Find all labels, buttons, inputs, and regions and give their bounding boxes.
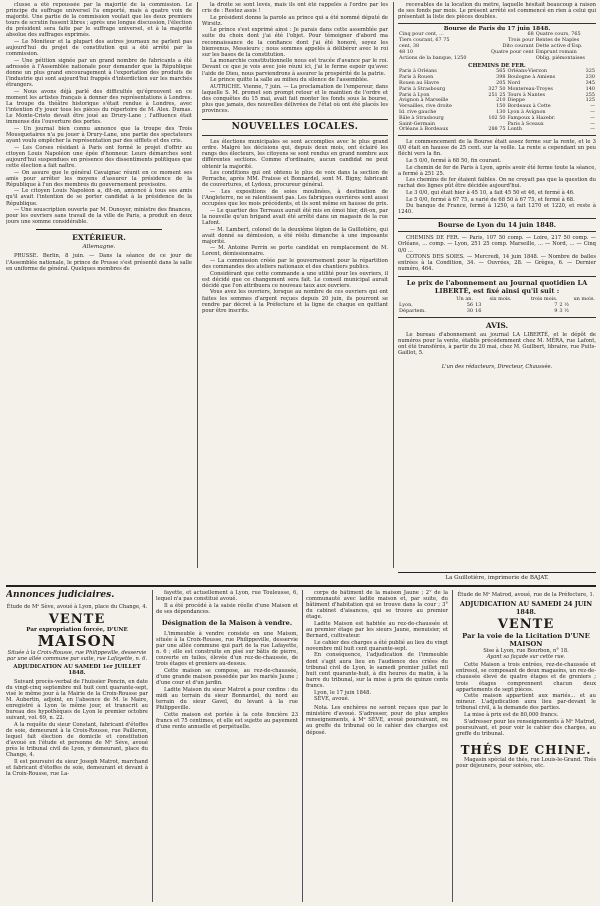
study-sieve: Étude de Mᵉ Sève, avoué à Lyon, place du Change, 4. xyxy=(6,604,148,610)
table-cell: Lyon, xyxy=(399,302,413,309)
table-cell: — xyxy=(590,120,595,127)
editor-signature: L'un des rédacteurs, Directeur, Chaussée. xyxy=(441,364,553,371)
paragraph: La mise à prix est de 80,000 francs. xyxy=(464,712,559,719)
paragraph: Le prince quitte la salle au milieu du silence de l'assemblée. xyxy=(210,77,369,84)
table-cell: 255 xyxy=(585,91,595,98)
top-column-3 xyxy=(398,2,596,568)
bourse-commentary xyxy=(398,139,596,215)
paragraph: Le commencement de la Bourse était assez ferme sur la rente, et le 3 0/0 était en hausse de 25 cent. sur la veille. La rente a cependant un peu fléchi vers la fin. xyxy=(398,139,596,158)
table-cell: Nord xyxy=(507,80,521,87)
bourse-lyon-box xyxy=(398,218,596,232)
paragraph: S'adresser pour les renseignements à Mᵉ Matrod, poursuivant, et pour voir le cahier des charges, au greffe du tribunal. xyxy=(456,718,596,737)
table-cell: Paris à Strasbourg xyxy=(399,85,446,92)
paragraph: — La commission créée par le gouvernement pour la répartition des commandes des ateliers nationaux et des chantiers publics. xyxy=(202,257,388,271)
prusse-paragraph: PRUSSE. Berlin, 8 juin. — Dans la séance de ce jour de l'Assemblée nationale, le prince de Prusse s'est présenté dans la salle en uniforme de général. Quelques membres de xyxy=(6,253,192,272)
table-cell: Quatre cours, 765 xyxy=(535,31,581,38)
column-rule xyxy=(393,2,394,568)
column-rule xyxy=(152,590,153,902)
table-cell: Fampoux à Hazebr. xyxy=(507,114,556,121)
table-cell: 565 xyxy=(496,68,506,75)
table-cell: Bâle à Strasbourg xyxy=(399,114,444,121)
paragraph: — Nous avons déjà parlé des difficultés qu'éprouvent en ce moment les artistes français à donner des représentations à Londres. La troupe du théâtre historique s'était rendue à Londres, avec l'intention d'y jouer tous les pièces du répertoire de M. Alex. Dumas. Le Monte-Cristo devait être joué au Drury-Lane ; l'affluence était immense dès l'ouverture des portes. xyxy=(6,88,192,126)
paragraph: Il a été procédé à la saisie réelle d'une Maison et de ses dépendances. xyxy=(156,602,298,615)
paragraph: Le prince s'est exprimé ainsi : Je parais dans cette assemblée par suite du choix dont j'ai été l'objet. Pour témoigner d'abord ma reconnaissance de la confiance dont j'ai été honoré, soyez les bienvenus, Messieurs ; nous sommes appelés à délibérer avec le roi sur les bases de la constitution. xyxy=(202,27,388,58)
table-cell: Actions de la banque, 1250 xyxy=(399,54,467,61)
table-cell: Lonth xyxy=(507,126,522,133)
maison-location: Située à la Croix-Rousse, rue Philippeville, desservie par une allée commune par suite, rue Lafayette, n. 6. xyxy=(6,650,148,663)
paragraph: L'immeuble à vendre consiste en une Maison, située à la Croix-Rousse, rue Philippeville, desservie par une allée commune qui part de la rue Lafayette, n. 6 ; elle est construite en pisé sur bâtis de pierre, couverte en tuiles, élevée d'un rez-de-chaussée, de trois étages et greniers au-dessus. xyxy=(156,630,298,668)
paragraph: Cette maison est portée à la cote foncière 23 francs et 75 centimes, et elle est sujette au payement d'une rente annuelle et perpétuelle. xyxy=(156,711,298,730)
table-cell: 345 xyxy=(585,80,595,87)
nota-paragraph: Nota. Les enchères ne seront reçues que par le ministère d'avoué. S'adresser, pour de plus amples renseignements, à Mᵉ SÈVE, avoué poursuivant, ou au greffe du tribunal où le cahier des charges est déposé. xyxy=(306,705,448,736)
paragraph: — M. Antoine Perrin se porte candidat en remplacement de M. Lorent, démissionnaire. xyxy=(202,245,388,258)
paragraph: Du banque de France, fermé à 1250, a fait 1270 et 1220, et reste à 1240. xyxy=(398,203,596,216)
top-column-2-paragraphs xyxy=(202,2,388,114)
table-cell: Saint-Germain xyxy=(399,120,436,127)
table-cell: 230 xyxy=(585,74,595,81)
paragraph: — Le Moniteur et la plupart des autres journaux ne parlent pas aujourd'hui du projet de constitution qui a été arrêté par la commission. xyxy=(6,39,192,58)
table-cell: 102 50 xyxy=(488,114,506,121)
table-cell: 3 ½ xyxy=(559,308,569,314)
bourse-paris-title: Bourse de Paris du 17 juin 1848. xyxy=(443,26,551,33)
adjudication-heading: ADJUDICATION AU SAMEDI 24 JUIN 1848. xyxy=(459,600,593,617)
paragraph: SÈVE, avoué. xyxy=(314,696,350,703)
table-cell: 30 xyxy=(466,308,474,314)
paragraph: Les élections municipales se sont accomplies avec le plus grand ordre. Malgré les décisions qui, depuis deux mois, ont éclairé les rangs des électeurs, les citoyens se sont rendus en grand nombre aux différentes sections. Comme d'ordinaire, aucun candidat ne peut obtenir la majorité. xyxy=(202,139,388,170)
table-cell: Tiers courant, 67 75 xyxy=(399,37,450,44)
paragraph: Cette Maison a trois entrées, rez-de-chaussée et entresol, se composant de deux magasins, un rez-de-chaussée élevé de quatre étages et de greniers ; trois étages comprennent chacun deux appartements de sept pièces. xyxy=(456,662,596,693)
ad-column-4 xyxy=(456,590,596,902)
table-cell: 16 xyxy=(475,308,482,314)
local-news-heading: NOUVELLES LOCALES. xyxy=(231,122,359,133)
paragraph: Lyon, le 17 juin 1848. xyxy=(314,689,372,696)
table-cell: — xyxy=(590,103,595,110)
table-cell: Orléans à Bordeaux xyxy=(399,126,449,133)
ad-column-1 xyxy=(6,590,148,902)
paragraph: — Le citoyen Louis Napoléon a, dit-on, annoncé à tous ses amis qu'il avait l'intention de se porter candidat à la présidence de la République. xyxy=(6,188,192,207)
paragraph: — Les Corses résidant à Paris ont formé le projet d'offrir au citoyen Louis Napoléon une épée d'honneur. Leurs démarches sont aujourd'hui suspendues en présence des dissentiments politiques que cette élection a fait naître. xyxy=(6,144,192,169)
local-news-paragraphs xyxy=(202,139,388,314)
facade-note: Ayant sa façade sur cette rue. xyxy=(486,654,566,661)
top-column-1 xyxy=(6,2,192,568)
table-cell: 325 xyxy=(585,68,595,75)
cotton-report: COTONS DES SOIES. — Mercredi, 14 juin 1848. — Nombre de balles entrées à la Condition, 34. — Ouvrées, 28. — Grèges, 6. — Dernier numéro, 464. xyxy=(398,254,596,273)
column-rule xyxy=(452,590,453,902)
table-cell: Avignon à Marseille xyxy=(399,97,449,104)
ad-column-2 xyxy=(156,590,298,902)
paragraph: Le 5 0/0, fermé à 68 50, fin courant. xyxy=(406,158,502,164)
paragraph: En conséquence, l'adjudication de l'immeuble dont s'agit aura lieu en l'audience des criées du tribunal civil de Lyon, le samedi premier juillet mil huit cent quarante-huit, à dix heures du matin, à la barre du tribunal, sur la mise à prix de quinze cents francs. xyxy=(306,652,448,689)
ad-4-paragraphs xyxy=(456,662,596,737)
paragraph: AUTRICHE. Vienne, 7 juin. — La proclamation de l'empereur, dans laquelle S. M. promet son prompt retour et le maintien de l'ordre et des conquêtes du 15 mai, avait fait monter les fonds sous la bourse, plus que jamais, des nouvelles délivrées de l'état où ont été placés les provinces. xyxy=(202,83,388,115)
printer-line: La Guillotière, imprimerie de BAJAT. xyxy=(445,575,549,581)
table-cell: — xyxy=(590,109,595,116)
bourse-lyon-title: Bourse de Lyon du 14 juin 1848. xyxy=(437,221,557,230)
paragraph: Le président donne la parole au prince qui a été nommé député de Wirsitz. xyxy=(202,14,388,27)
table-cell: Paris à Lyon xyxy=(399,91,430,98)
table-cell: 48 10 xyxy=(399,48,414,55)
price-row xyxy=(398,309,596,315)
paragraph: Il est poursuivi du sieur Joseph Matrot, marchand et fabricant d'étoffes de soie, demeurant et devant à la Croix-Rousse, rue La- xyxy=(6,758,148,777)
table-cell: 2 ½ xyxy=(559,302,569,309)
table-cell: Dette active d'Esp. xyxy=(535,42,583,49)
railway-row xyxy=(398,127,596,133)
table-cell: Rentes de Naples xyxy=(535,37,580,44)
designation-heading: Désignation de la Maison à vendre. xyxy=(161,618,293,627)
printer-rule xyxy=(398,572,596,573)
avis-text: Le bureau d'abonnement au journal LA LIBERTÉ, et le dépôt de numéros pour la vente, établis précédemment chez M. MÉRA, rue Lafont, ont été transférés, à partir du 20 mai, chez M. Guilbert, libraire, rue Puits-Gaillot, 5. xyxy=(398,331,596,357)
paragraph: La monarchie constitutionnelle nous est tracée d'avance par le roi. Devant ce que je vois avec joie réuni ici, j'ai le ferme espoir qu'avec l'aide de Dieu, nous parviendrons à assurer la prospérité de la patrie. xyxy=(202,58,388,77)
paragraph: Ladite Maison du sieur Matrot a pour confins : du midi au terrain du sieur Bonnardel, du nord au terrain du sieur Gavel, du levant à la rue Philippeville. xyxy=(156,686,298,711)
allemagne-subheading: Allemagne. xyxy=(82,244,116,251)
table-cell: Quatre pour cent xyxy=(490,48,534,55)
column-rule xyxy=(197,2,198,568)
table-cell: Trois pour xyxy=(507,37,534,44)
ad-3-paragraphs xyxy=(306,590,448,702)
paragraph: Cette maison appartient aux mariés... et au mineur. L'adjudication aura lieu par-devant le tribunal civil, à la demande des parties. xyxy=(456,693,596,712)
table-cell: — xyxy=(590,114,595,121)
vente-heading-2: VENTE xyxy=(497,617,555,633)
paragraph: — On assure que le général Cavaignac réunit en ce moment ses amis pour arrêter les moyens d'assurer la présidence de la République à l'un des membres du gouvernement provisoire. xyxy=(6,169,192,188)
table-cell: 210 xyxy=(496,97,506,104)
exterieur-heading: EXTÉRIEUR. xyxy=(72,233,126,243)
table-cell: 125 xyxy=(585,97,595,104)
price-header-cell: Un an. xyxy=(456,296,474,303)
rail-title: CHEMINS DE FER. xyxy=(468,63,526,70)
table-cell: — xyxy=(590,126,595,133)
table-cell: 140 xyxy=(585,85,595,92)
paragraph: Considérant que cette commande a une utilité pour les ouvriers, il est décidé que ce changement sera fait. Le conseil municipal aurait décidé que l'on attribuera ce nouveau taux aux ouvriers. xyxy=(202,270,388,289)
study-matrod: Étude de Mᵉ Matrod, avoué, rue de la Préfecture, 1. xyxy=(457,592,595,598)
table-cell: Tours à Nantes xyxy=(507,91,546,98)
ads-divider xyxy=(6,585,596,587)
paragraph: A la requête du sieur Constant, fabricant d'étoffes de soie, demeurant à la Croix-Rousse, rue Pailleron, lequel fait élection de domicile et constitution d'avoué en l'étude et personne de Mᵉ Sève, avoué près le tribunal civil de Lyon, y demeurant, place du Change, 4. xyxy=(6,721,148,759)
table-cell: 205 xyxy=(496,80,506,87)
table-cell: Id. rive gauche xyxy=(399,109,437,116)
table-cell: Départem. xyxy=(399,308,426,314)
price-header-cell: trois mois. xyxy=(530,296,558,303)
paragraph: — Les expositions de soies moulinées, à destination de l'Angleterre, ne se ralentissent pas. Les fabriques ouvrières sont aussi occupées que les mois précédents, et ils sont même en hausse de prix. xyxy=(202,188,388,208)
bourse-paris-box xyxy=(398,23,596,136)
table-cell: 288 75 xyxy=(488,126,506,133)
paragraph: Vous avez les ouvriers, lorsque au nombre de ces ouvriers qui ont faites les sommes d'argent reçues depuis 20 juin, ils pourront se rendre par décret à la Préfecture et la ligne de chaque en quittant pour être inscrits. xyxy=(202,289,388,314)
section-divider xyxy=(36,229,162,230)
table-cell: Orléans-Vierzon xyxy=(507,68,548,75)
table-cell: Oblig. piémontaises xyxy=(535,54,585,61)
paragraph: Les chemins de fer étaient faibles. On ne croyait pas que la question du rachat des lignes pût être décidée aujourd'hui. xyxy=(398,177,596,190)
subscription-box xyxy=(398,276,596,317)
paragraph: — Un journal bien connu annonce que la troupe des Trois Mousquetaires n'a pu jouer à Drury-Lane, une partie des spectateurs ayant voulu empêcher la représentation par des sifflets et des cris. xyxy=(6,125,192,145)
ad-2-paragraphs xyxy=(156,590,298,615)
avis-heading: AVIS. xyxy=(485,320,509,330)
paragraph: corps de bâtiment de la maison Jaune ; 2° de la communauté avec ladite maison et, par suite, du bâtiment d'habitation qui se trouve dans la cour ; 3° du cabinet d'aisances, qui se trouve au premier étage. xyxy=(306,590,448,621)
paragraph: — M. Lambert, colonel de la deuxième légion de la Guillotière, qui avait donné sa démission, a été réélu dimanche à une imposante majorité. xyxy=(202,226,388,245)
table-cell: Emprunt romain xyxy=(535,48,577,55)
table-cell: Dito courant xyxy=(502,42,534,49)
bourse-paris-table xyxy=(398,32,596,61)
maison-heading: MAISON xyxy=(37,632,117,651)
designation-paragraphs xyxy=(156,631,298,730)
table-cell: 327 50 xyxy=(488,85,506,92)
vente-subheading: Par expropriation forcée, D'UNE xyxy=(26,627,128,634)
paragraph: — Le quartier des Terreaux aurait été mis en émoi hier, dit-on, par la nouvelle qu'un brigand avait été arrêté dans un magasin de la rue Lafont. xyxy=(202,207,388,226)
table-cell: Lyon à Avignon xyxy=(507,109,546,116)
bourse-row xyxy=(398,56,596,62)
price-header-cell: six mois. xyxy=(489,296,512,303)
newspaper-page xyxy=(6,2,596,902)
table-cell: 150 xyxy=(496,103,506,110)
paragraph: la droite se sont levés, mais ils ont été rappelés à l'ordre par les cris de : Restez assis ! xyxy=(202,2,388,15)
maison-location-2: Sise à Lyon, rue Bourbon, n° 18. xyxy=(483,648,569,655)
railway-table xyxy=(398,69,596,133)
table-cell: Boulogne à Amiens xyxy=(507,74,556,81)
paragraph: Ladite Maison est habitée au rez-de-chaussée et au premier étage par les sieurs Jaune, menuisier, et Bernard, cultivateur. xyxy=(306,620,448,640)
licitation-heading: Par la voie de la Licitation D'UNE MAISON xyxy=(462,632,590,649)
table-cell: 9 xyxy=(554,308,558,314)
table-cell: Paris à Orléans xyxy=(399,68,437,75)
paragraph: Suivant procès-verbal de l'huissier Poncin, en date du vingt-cinq septembre mil huit cent quarante-sept, visé le même jour à la Mairie de la Croix-Rousse par M. Aubertin, adjoint, en l'absence de M. le Maire, enregistré à Lyon le même jour, et transcrit au bureau des hypothèques de Lyon le premier octobre suivant, vol. 69, n. 22. xyxy=(6,678,148,722)
table-cell: 130 xyxy=(496,109,506,116)
table-cell xyxy=(481,56,535,62)
column-rule xyxy=(302,590,303,902)
table-cell: Cinq pour cent, ... xyxy=(399,31,444,38)
paragraph: Le chemin de fer de Paris à Lyon, après avoir été ferme toute la séance, a fermé à 251 25. xyxy=(398,164,596,177)
table-cell: 68 xyxy=(527,31,534,38)
annonces-heading: Annonces judiciaires. xyxy=(6,590,115,600)
ad-column-3 xyxy=(306,590,448,902)
top-column-2 xyxy=(202,2,388,568)
vente-heading: VENTE xyxy=(48,612,106,628)
top-column-1-paragraphs xyxy=(6,2,192,225)
table-cell: cent, 38 xyxy=(399,42,420,49)
table-cell: Paris à Sceaux xyxy=(507,120,544,127)
table-cell: Dieppe xyxy=(507,97,525,104)
table-cell: Versailles, rive droite xyxy=(399,103,452,110)
adjudication-date: ADJUDICATION AU SAMEDI 1er JUILLET 1848. xyxy=(13,664,141,677)
table-cell: 398 xyxy=(496,74,506,81)
ad-1-paragraphs xyxy=(6,679,148,778)
table-cell: 13 xyxy=(475,302,482,309)
subscription-table xyxy=(398,297,596,314)
paragraph: fayette, et actuellement à Lyon, rue Touleusse, 6, lequel n'a pas constitué avoué. xyxy=(156,590,298,603)
table-cell: 56 xyxy=(466,302,474,309)
table-cell: 251 25 xyxy=(488,91,506,98)
table-cell: Rouen au Havre xyxy=(399,80,440,87)
paragraph: Le 5 0/0, fermé à 67 75, a varié de 68 50 à 67 75, et fermé à 68. xyxy=(406,196,575,203)
paragraph: Cette maison se compose, au rez-de-chaussée, d'une grande maison possédée par les mariés Jaune ; d'une cour et d'un jardin. xyxy=(156,667,298,687)
table-cell: Paris à Rouen xyxy=(399,74,434,81)
paragraph: Les conditions qui ont obtenu le plus de voix dans la section de Perrache, après MM. Fraisse et Bonnardel, sont M. Bigny, fabricant de couvertures, et Lydoux, procureur général. xyxy=(202,170,388,189)
local-news-header-box xyxy=(202,119,388,136)
column-3-intro: recevables de la location du mètre, laquelle hésitait beaucoup à raison de ses fonds par mois. Le présent arrêté est commencé en rien à celui qui présentait la liste des pièces doubles. xyxy=(398,2,596,21)
price-header-cell: un mois. xyxy=(573,296,595,303)
thes-de-chine-heading: THÉS DE CHINE. xyxy=(460,742,592,757)
table-cell: Bordeaux à Cette xyxy=(507,103,551,110)
table-cell: Montereau-Troyes xyxy=(507,85,553,92)
bourse-lyon-text: CHEMINS DE FER. — Paris, 107 50 comp. — Loire, 217 50 comp. — Orléans, ... comp. — Lyon, 251 25 comp. Marseille, ... — Nord, ... — Cinq 0/0 ... xyxy=(398,235,596,254)
paragraph: Le 3 0/0, qui était hier à 45 10, a fait 45 50 et 46, et fermé à 46. xyxy=(406,189,575,196)
thes-de-chine-text: Magasin spécial de thés, rue Louis-le-Grand. Thés pour déjeuners, pour soirées, etc. xyxy=(456,756,596,769)
paragraph: clusse a été repoussée par la majorité de la commission. Le principe du suffrage universel l'a emporté, mais à quatre voix de majorité. Une partie de la commission voulait que les deux premiers tours de scrutin fussent libres ; après une longue discussion, l'élection du président sera faite par le suffrage universel, et à la majorité absolue des suffrages exprimés. xyxy=(6,2,192,39)
paragraph: Le cahier des charges a été publié au lieu du vingt novembre mil huit cent quarante-sept. xyxy=(306,639,448,652)
table-cell: 7 xyxy=(554,302,558,309)
subscription-title: Le prix de l'abonnement au Journal quotidien LA LIBERTÉ, est fixé ainsi qu'il suit : xyxy=(406,279,588,296)
paragraph: — Une pétition signée par un grand nombre de fabricants a été adressée à l'Assemblée nationale pour demander que la République donne un plus grand encouragement à l'exportation des produits de l'industrie qui sont aujourd'hui frappés d'interdiction sur les marchés étrangers. xyxy=(6,57,192,89)
paragraph: — Une souscription ouverte par M. Dunoyer, ministre des finances, pour les ouvriers sans travail de la ville de Paris, a produit en deux jours une somme considérable. xyxy=(6,207,192,226)
